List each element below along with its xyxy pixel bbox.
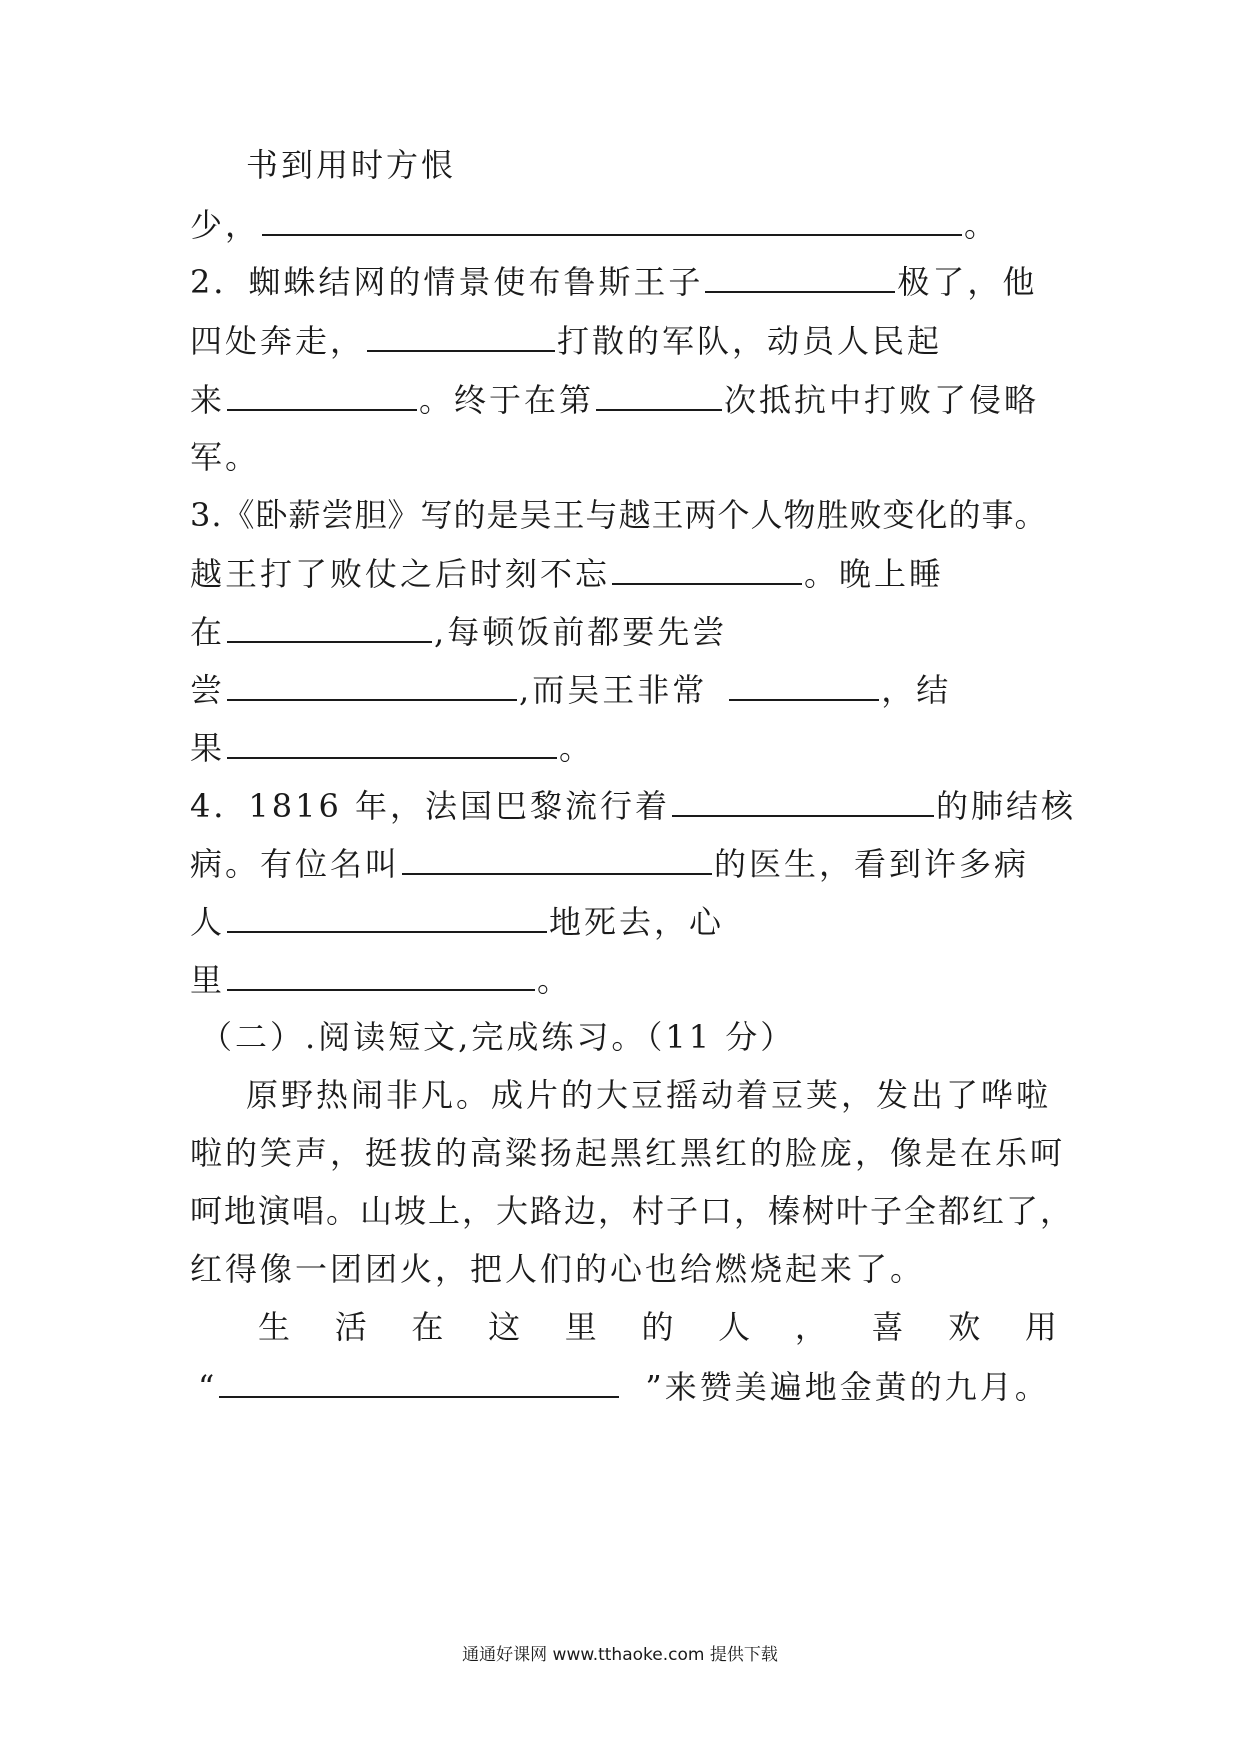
- question-text: 的医生，看到许多病: [714, 845, 1030, 883]
- footer-text: 通通好课网 www.tthaoke.com 提供下载: [462, 1645, 778, 1665]
- q3-line-4: [190, 669, 1060, 710]
- passage-char: 欢: [948, 1308, 984, 1346]
- passage-text: 呵地演唱。山坡上，大路边，村子口，榛树叶子全都红了，: [190, 1192, 1075, 1230]
- poem-line-2: [190, 204, 1060, 245]
- question-text: 。晚上睡: [804, 555, 945, 593]
- question-text: 军。: [190, 438, 261, 476]
- q4-line-3: [190, 901, 1060, 942]
- passage-char: 这: [488, 1308, 524, 1346]
- passage-text: ”来赞美遍地金黄的九月。: [645, 1368, 1050, 1406]
- passage-line-2: [190, 1133, 1066, 1173]
- question-text: 里: [190, 961, 226, 999]
- passage-char: 里: [564, 1308, 600, 1346]
- answer-blank[interactable]: [367, 320, 555, 352]
- passage-char: 的: [641, 1308, 677, 1346]
- q2-line-4: [190, 437, 1060, 477]
- question-text: 。: [537, 961, 573, 999]
- passage-question-line-1: [258, 1307, 1060, 1347]
- passage-char: 人: [718, 1308, 754, 1346]
- answer-blank[interactable]: [612, 553, 802, 585]
- q4-line-1: [190, 785, 1076, 826]
- answer-blank[interactable]: [262, 204, 962, 236]
- answer-blank[interactable]: [705, 261, 895, 293]
- q2-line-3: [190, 379, 1060, 420]
- page-footer: [0, 1640, 1240, 1665]
- question-text: 极了，他: [897, 263, 1038, 301]
- q4-line-2: [190, 843, 1060, 884]
- question-text: 果: [190, 729, 226, 767]
- question-text: 病。有位名叫: [190, 845, 401, 883]
- passage-char: 用: [1024, 1308, 1060, 1346]
- question-text: ,而吴王非常: [519, 671, 708, 709]
- poem-text: 少，: [190, 206, 261, 244]
- passage-text: 红得像一团团火，把人们的心也给燃烧起来了。: [190, 1250, 926, 1288]
- q3-line-5: [190, 727, 1060, 768]
- question-text: ，结: [881, 671, 952, 709]
- question-text: 在: [190, 613, 226, 651]
- section-heading: [200, 1017, 1060, 1057]
- passage-line-3: [190, 1191, 1075, 1231]
- q2-line-2: [190, 320, 1060, 361]
- passage-char: 生: [258, 1308, 294, 1346]
- answer-blank[interactable]: [227, 669, 517, 701]
- q3-line-2: [190, 553, 1060, 594]
- question-text: 人: [190, 903, 226, 941]
- question-text: 的肺结核: [935, 787, 1076, 825]
- answer-blank[interactable]: [227, 959, 535, 991]
- passage-char: ，: [794, 1308, 830, 1346]
- q4-line-4: [190, 959, 1060, 1000]
- question-text: 四处奔走，: [190, 322, 366, 360]
- passage-text: 啦的笑声，挺拔的高粱扬起黑红黑红的脸庞，像是在乐呵: [190, 1134, 1066, 1172]
- question-text: 。: [559, 729, 595, 767]
- question-text: 次抵抗中打败了侵略: [724, 381, 1040, 419]
- answer-blank[interactable]: [227, 379, 417, 411]
- question-text: 尝: [190, 671, 226, 709]
- answer-blank[interactable]: [227, 901, 547, 933]
- answer-blank[interactable]: [672, 785, 934, 817]
- passage-text: “: [198, 1368, 218, 1406]
- question-text: 来: [190, 381, 226, 419]
- poem-text: 书到用时方恨: [246, 146, 457, 184]
- answer-blank[interactable]: [596, 379, 722, 411]
- passage-char: 活: [334, 1308, 370, 1346]
- section-title: （二）.阅读短文,完成练习。（11 分）: [200, 1018, 796, 1056]
- answer-blank[interactable]: [219, 1366, 619, 1398]
- question-text: 3.《卧薪尝胆》写的是吴王与越王两个人物胜败变化的事。: [190, 496, 1048, 534]
- q3-line-1: [190, 495, 1060, 535]
- passage-char: 喜: [871, 1308, 907, 1346]
- question-text: 越王打了败仗之后时刻不忘: [190, 555, 611, 593]
- answer-blank[interactable]: [402, 843, 712, 875]
- answer-blank[interactable]: [729, 669, 879, 701]
- q3-line-3: [190, 611, 1060, 652]
- passage-line-1: [190, 1075, 1060, 1115]
- passage-text: 原野热闹非凡。成片的大豆摇动着豆荚，发出了哗啦: [246, 1076, 1052, 1114]
- answer-blank[interactable]: [227, 611, 432, 643]
- question-text: ,每顿饭前都要先尝: [434, 613, 728, 651]
- answer-blank[interactable]: [227, 727, 557, 759]
- poem-text: 。: [964, 206, 1000, 244]
- question-text: 2．蜘蛛结网的情景使布鲁斯王子: [190, 263, 704, 301]
- passage-char: 在: [411, 1308, 447, 1346]
- question-text: 4．1816 年，法国巴黎流行着: [190, 787, 670, 825]
- passage-question-line-2: [198, 1366, 1060, 1407]
- poem-line-1: [190, 145, 1060, 185]
- q2-line-1: [190, 261, 1060, 302]
- passage-line-4: [190, 1249, 1060, 1289]
- question-text: 。终于在第: [419, 381, 595, 419]
- question-text: 地死去，心: [549, 903, 725, 941]
- question-text: 打散的军队，动员人民起: [557, 322, 943, 360]
